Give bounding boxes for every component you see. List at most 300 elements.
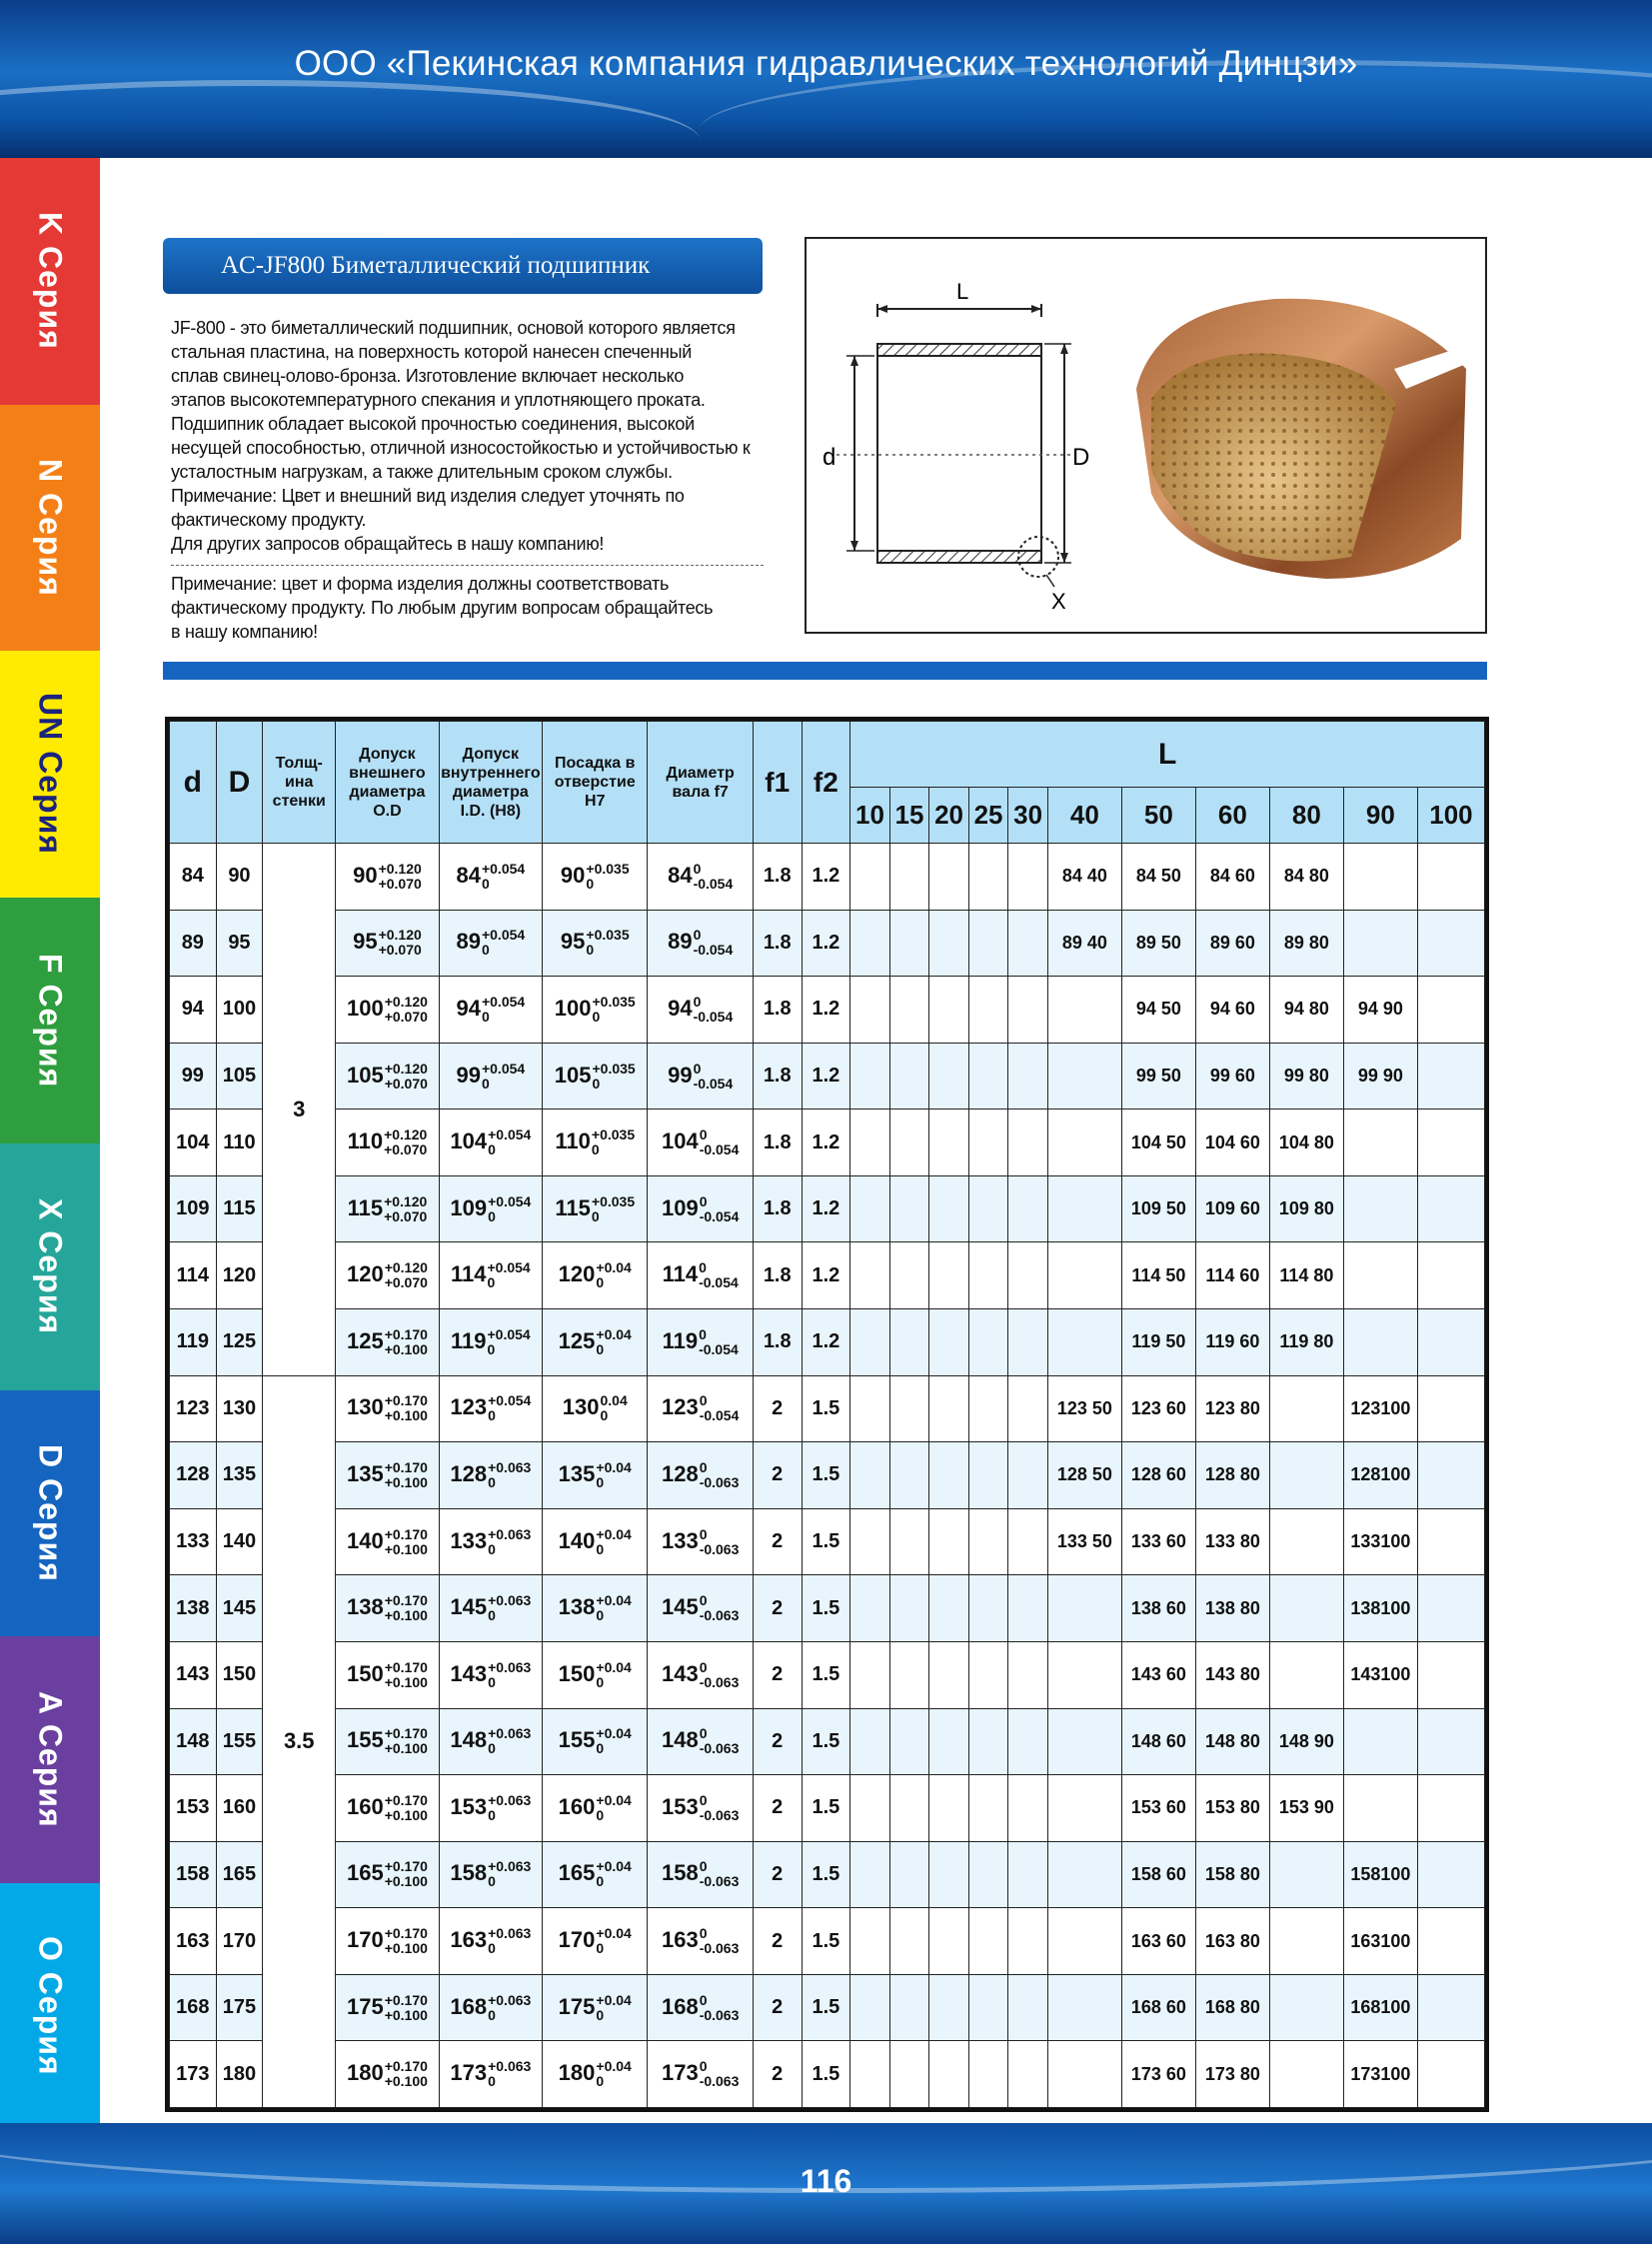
lower-deviation: -0.054 [699,1274,739,1291]
nominal-value: 143 [450,1660,488,1686]
text-line: Для других запросов обращайтесь в нашу компанию! [171,534,605,554]
cell-f2: 1.5 [802,1775,850,1842]
cell-shaft [648,1775,753,1842]
nominal-value: 109 [450,1194,488,1220]
table-row [170,1974,1485,2041]
cell-L-value [889,1309,929,1376]
page-header [0,0,1652,158]
lower-deviation: +0.100 [384,1873,428,1890]
cell-L-value: 153 90 [1269,1775,1343,1842]
cell-f2: 1.2 [802,1043,850,1110]
upper-deviation: 0 [699,2058,708,2075]
nominal-value: 170 [558,1926,596,1952]
nominal-value: 100 [554,995,592,1021]
cell-L-value [1269,1442,1343,1509]
cell-od-tolerance [336,910,439,977]
cell-L-value [1343,910,1417,977]
header-L-value: 80 [1269,788,1343,844]
cell-id-tolerance [439,977,542,1044]
upper-deviation: +0.170 [384,1658,428,1675]
cell-D: 90 [216,844,263,911]
cell-od-tolerance [336,1641,439,1708]
sidebar-tab[interactable] [0,1143,100,1390]
lower-deviation: 0 [488,1141,496,1158]
cell-od-tolerance [336,1442,439,1509]
cell-L-value [968,1775,1008,1842]
upper-deviation: +0.120 [384,1192,428,1209]
cell-f1: 1.8 [753,1309,802,1376]
text-line: в нашу компанию! [171,622,318,642]
cell-bore-fit [543,1575,648,1642]
cell-d: 143 [170,1641,217,1708]
nominal-value: 170 [346,1926,384,1952]
cell-f2: 1.5 [802,1375,850,1442]
cell-L-value [850,1309,890,1376]
cell-L-value [850,1110,890,1176]
cell-L-value: 133 80 [1195,1508,1269,1575]
cell-L-value [850,910,890,977]
cell-L-value: 104 50 [1121,1110,1195,1176]
cell-L-value [889,1708,929,1775]
text-line: фактическому продукту. По любым другим вопросам обращайтесь [171,598,714,618]
cell-L-value [1008,1043,1048,1110]
cell-L-value [929,1309,969,1376]
cell-L-value: 168100 [1343,1974,1417,2041]
lower-deviation: -0.054 [699,1207,740,1224]
sidebar-tab[interactable] [0,1390,100,1637]
nominal-value: 150 [558,1660,596,1686]
upper-deviation: +0.063 [488,1791,532,1808]
cell-L-value: 168 80 [1195,1974,1269,2041]
upper-deviation: +0.170 [384,2058,428,2075]
cell-L-value [1269,1908,1343,1975]
cell-L-value [929,2041,969,2108]
cell-id-tolerance [439,1575,542,1642]
cell-L-value [968,844,1008,911]
company-title: ООО «Пекинская компания гидравлических технологий Динцзи» [294,44,1358,83]
cell-L-value: 123100 [1343,1375,1417,1442]
cell-L-value [1008,1775,1048,1842]
cell-L-value [1417,1841,1484,1908]
cell-d: 89 [170,910,217,977]
cell-L-value: 123 80 [1195,1375,1269,1442]
sidebar-tab[interactable] [0,405,100,652]
cell-D: 135 [216,1442,263,1509]
table-row [170,1375,1485,1442]
sidebar-tab[interactable] [0,158,100,405]
cell-L-value [850,1175,890,1242]
cell-f1: 2 [753,1641,802,1708]
cell-bore-fit [543,1841,648,1908]
cell-L-value [850,977,890,1044]
nominal-value: 168 [661,1993,699,2019]
cell-L-value: 84 40 [1047,844,1121,911]
lower-deviation: -0.063 [699,2073,740,2090]
upper-deviation: +0.170 [384,1858,428,1875]
cell-bore-fit [543,2041,648,2108]
nominal-value: 114 [450,1261,487,1287]
text-line: усталостным нагрузкам, а также длительным сроком службы. [171,462,673,482]
nominal-value: 168 [450,1993,488,2019]
nominal-value: 140 [558,1527,596,1553]
lower-deviation: 0 [600,1407,609,1424]
cell-id-tolerance [439,1908,542,1975]
cell-L-value [1008,1175,1048,1242]
cell-L-value [1047,1175,1121,1242]
bearing-diagram [807,239,1485,632]
lower-deviation: -0.063 [699,1540,740,1557]
cell-L-value [1008,1309,1048,1376]
text-line: фактическому продукту. [171,510,367,530]
cell-L-value [1008,1442,1048,1509]
header-D: D [216,722,263,844]
cell-L-value [929,910,969,977]
cell-bore-fit [543,1708,648,1775]
nominal-value: 143 [661,1660,699,1686]
cell-L-value [1417,1043,1484,1110]
cell-L-value [1269,1641,1343,1708]
cell-id-tolerance [439,1242,542,1309]
cell-L-value [850,1575,890,1642]
upper-deviation: 0 [699,1858,708,1875]
header-thickness: Толщ-ина стенки [263,722,336,844]
cell-L-value [1269,1974,1343,2041]
sidebar-tab-label: K Серия [32,212,69,351]
lower-deviation: -0.063 [699,1873,740,1890]
nominal-value: 148 [661,1727,699,1753]
lower-deviation: -0.054 [693,1075,734,1092]
cell-L-value: 89 40 [1047,910,1121,977]
cell-L-value [1417,1641,1484,1708]
cell-L-value [1008,1110,1048,1176]
nominal-value: 165 [558,1860,596,1886]
cell-L-value: 114 50 [1121,1242,1195,1309]
text-line: сплав свинец-олово-бронза. Изготовление включает несколько [171,366,685,386]
cell-L-value [1417,1908,1484,1975]
cell-f1: 1.8 [753,910,802,977]
cell-f1: 2 [753,1442,802,1509]
cell-d: 94 [170,977,217,1044]
nominal-value: 138 [558,1593,596,1619]
lower-deviation: -0.063 [699,1740,740,1757]
nominal-value: 155 [558,1727,596,1753]
cell-D: 140 [216,1508,263,1575]
cell-L-value [1008,1641,1048,1708]
cell-id-tolerance [439,1175,542,1242]
upper-deviation: +0.04 [596,1525,632,1542]
cell-L-value: 94 50 [1121,977,1195,1044]
cell-f1: 1.8 [753,1242,802,1309]
nominal-value: 153 [450,1793,488,1819]
lower-deviation: 0 [596,1673,605,1690]
cell-D: 105 [216,1043,263,1110]
cell-L-value [929,1908,969,1975]
lower-deviation: +0.070 [384,1207,428,1224]
cell-L-value [1417,1575,1484,1642]
cell-D: 115 [216,1175,263,1242]
cell-L-value: 94 60 [1195,977,1269,1044]
cell-L-value: 153 60 [1121,1775,1195,1842]
bearing-photo [1136,299,1466,579]
nominal-value: 165 [346,1860,384,1886]
nominal-value: 155 [346,1727,384,1753]
cell-d: 138 [170,1575,217,1642]
lower-deviation: +0.070 [384,1141,428,1158]
upper-deviation: +0.04 [596,1991,632,2008]
upper-deviation: 0 [693,927,702,944]
cell-shaft [648,1708,753,1775]
cell-L-value [1417,844,1484,911]
table-row [170,2041,1485,2108]
header-L-value: 25 [968,788,1008,844]
cell-L-value [1417,1775,1484,1842]
label-X: X [1051,589,1066,614]
lower-deviation: 0 [488,2006,496,2023]
cell-L-value [889,1175,929,1242]
cell-L-value [1417,1175,1484,1242]
header-od-tolerance: Допуск внешнего диаметра O.D [336,722,439,844]
cell-f1: 2 [753,2041,802,2108]
text-line: несущей способностью, отличной износостойкостью и устойчивостью к [171,438,751,458]
product-description [171,316,771,556]
lower-deviation: 0 [488,1207,496,1224]
upper-deviation: 0 [699,1259,707,1276]
header-L-value: 30 [1008,788,1048,844]
cell-L-value [1047,1309,1121,1376]
cell-L-value [968,1175,1008,1242]
page-footer [0,2123,1652,2244]
upper-deviation: 0 [699,1325,707,1342]
nominal-value: 125 [346,1327,384,1353]
cell-od-tolerance [336,1575,439,1642]
cell-shaft [648,1508,753,1575]
cell-L-value [929,1841,969,1908]
cell-L-value [889,1641,929,1708]
upper-deviation: 0 [699,1192,708,1209]
text-line: Примечание: цвет и форма изделия должны соответствовать [171,574,670,594]
sidebar-tab[interactable] [0,898,100,1144]
header-L-value: 40 [1047,788,1121,844]
upper-deviation: +0.063 [488,1991,532,2008]
cell-L-value [1008,1242,1048,1309]
cell-shaft [648,1908,753,1975]
cell-L-value [850,1775,890,1842]
cell-D: 170 [216,1908,263,1975]
cell-od-tolerance [336,977,439,1044]
cell-f2: 1.2 [802,844,850,911]
cell-L-value [1008,2041,1048,2108]
cell-L-value: 168 60 [1121,1974,1195,2041]
lower-deviation: 0 [481,1008,490,1025]
cell-d: 119 [170,1309,217,1376]
cell-D: 145 [216,1575,263,1642]
upper-deviation: +0.04 [596,1725,632,1742]
upper-deviation: 0 [699,1126,708,1143]
cell-d: 128 [170,1442,217,1509]
cell-L-value: 148 80 [1195,1708,1269,1775]
lower-deviation: 0 [586,942,595,959]
nominal-value: 95 [353,929,378,955]
sidebar-tab[interactable] [0,651,100,898]
upper-deviation: +0.035 [586,860,630,877]
cell-bore-fit [543,1974,648,2041]
page-number: 116 [800,2163,852,2199]
nominal-value: 114 [662,1261,699,1287]
cell-f2: 1.2 [802,910,850,977]
nominal-value: 99 [456,1062,481,1088]
cell-D: 120 [216,1242,263,1309]
cell-L-value [1047,1575,1121,1642]
cell-shaft [648,1974,753,2041]
lower-deviation: 0 [596,1607,605,1624]
nominal-value: 119 [662,1327,699,1353]
cell-L-value: 99 60 [1195,1043,1269,1110]
lower-deviation: +0.100 [384,1673,428,1690]
label-L: L [956,279,969,304]
cell-L-value [850,1974,890,2041]
cell-f2: 1.2 [802,977,850,1044]
nominal-value: 125 [558,1327,596,1353]
lower-deviation: 0 [488,1673,496,1690]
upper-deviation: +0.054 [487,1259,531,1276]
bearing-figure [805,237,1487,634]
upper-deviation: +0.120 [384,993,428,1010]
cell-D: 95 [216,910,263,977]
lower-deviation: 0 [488,1607,496,1624]
cell-L-value [929,1641,969,1708]
cell-L-value: 163 60 [1121,1908,1195,1975]
cell-L-value [929,1110,969,1176]
cell-f2: 1.2 [802,1110,850,1176]
upper-deviation: +0.054 [488,1126,532,1143]
cell-id-tolerance [439,1110,542,1176]
cell-thickness: 3 [263,844,336,1376]
lower-deviation: 0 [488,1740,496,1757]
cell-L-value [850,1908,890,1975]
cell-L-value [1047,977,1121,1044]
cell-id-tolerance [439,1309,542,1376]
lower-deviation: 0 [592,1008,601,1025]
cell-L-value [929,977,969,1044]
cell-L-value [968,1708,1008,1775]
cell-L-value [968,1575,1008,1642]
cell-D: 100 [216,977,263,1044]
lower-deviation: 0 [596,1806,605,1823]
sidebar-tab[interactable] [0,1883,100,2130]
cell-id-tolerance [439,2041,542,2108]
cell-d: 114 [170,1242,217,1309]
lower-deviation: 0 [596,1340,605,1357]
upper-deviation: +0.04 [596,1791,632,1808]
cell-L-value [968,1508,1008,1575]
cell-L-value [1417,910,1484,977]
cell-L-value: 123 50 [1047,1375,1121,1442]
cell-bore-fit [543,977,648,1044]
cell-d: 158 [170,1841,217,1908]
cell-L-value [1417,1309,1484,1376]
cell-L-value [889,1043,929,1110]
cell-L-value [889,1775,929,1842]
nominal-value: 145 [450,1593,488,1619]
cell-bore-fit [543,1908,648,1975]
upper-deviation: +0.054 [488,1392,532,1409]
text-line: Подшипник обладает высокой прочностью соединения, высокой [171,414,695,434]
cell-f2: 1.5 [802,1575,850,1642]
header-L: L [850,722,1485,788]
nominal-value: 160 [346,1793,384,1819]
upper-deviation: +0.04 [596,1925,632,1942]
lower-deviation: +0.100 [384,1540,428,1557]
cell-L-value [929,1442,969,1509]
cell-L-value [968,1242,1008,1309]
cell-f1: 1.8 [753,1175,802,1242]
cell-L-value: 94 80 [1269,977,1343,1044]
upper-deviation: +0.170 [384,1592,428,1609]
lower-deviation: 0 [487,1340,496,1357]
sidebar-tab-label: O Серия [32,1935,69,2076]
upper-deviation: +0.170 [384,1791,428,1808]
lower-deviation: +0.070 [384,1008,428,1025]
cell-L-value: 143 80 [1195,1641,1269,1708]
cell-D: 125 [216,1309,263,1376]
cell-L-value [1269,1375,1343,1442]
cell-d: 148 [170,1708,217,1775]
lower-deviation: +0.100 [384,1940,428,1957]
cell-shaft [648,2041,753,2108]
lower-deviation: 0 [592,1075,601,1092]
cell-L-value [1047,1775,1121,1842]
nominal-value: 128 [450,1460,488,1486]
cell-L-value: 138 60 [1121,1575,1195,1642]
cell-L-value [929,1775,969,1842]
cell-f1: 2 [753,1775,802,1842]
cell-od-tolerance [336,844,439,911]
cell-f2: 1.2 [802,1242,850,1309]
cell-f2: 1.5 [802,1508,850,1575]
lower-deviation: -0.054 [693,942,734,959]
label-d: d [823,444,836,471]
cell-L-value: 114 60 [1195,1242,1269,1309]
nominal-value: 135 [558,1460,596,1486]
upper-deviation: +0.120 [378,860,422,877]
cell-shaft [648,1043,753,1110]
lower-deviation: -0.063 [699,1940,740,1957]
upper-deviation: 0 [699,1392,708,1409]
upper-deviation: +0.120 [384,1126,428,1143]
cell-L-value: 99 80 [1269,1043,1343,1110]
nominal-value: 119 [450,1327,487,1353]
cell-shaft [648,910,753,977]
cell-d: 168 [170,1974,217,2041]
lower-deviation: -0.054 [699,1340,739,1357]
cell-L-value: 133 60 [1121,1508,1195,1575]
cell-L-value [850,2041,890,2108]
cell-L-value [889,1110,929,1176]
cell-L-value: 158 80 [1195,1841,1269,1908]
cell-shaft [648,1175,753,1242]
cell-L-value [1269,1575,1343,1642]
cell-L-value: 153 80 [1195,1775,1269,1842]
cell-id-tolerance [439,910,542,977]
upper-deviation: 0 [699,1925,708,1942]
cell-f1: 2 [753,1974,802,2041]
sidebar-tab[interactable] [0,1636,100,1883]
nominal-value: 109 [661,1194,699,1220]
upper-deviation: +0.120 [384,1259,428,1276]
lower-deviation: +0.100 [384,1407,428,1424]
nominal-value: 158 [450,1860,488,1886]
lower-deviation: +0.100 [384,1473,428,1490]
